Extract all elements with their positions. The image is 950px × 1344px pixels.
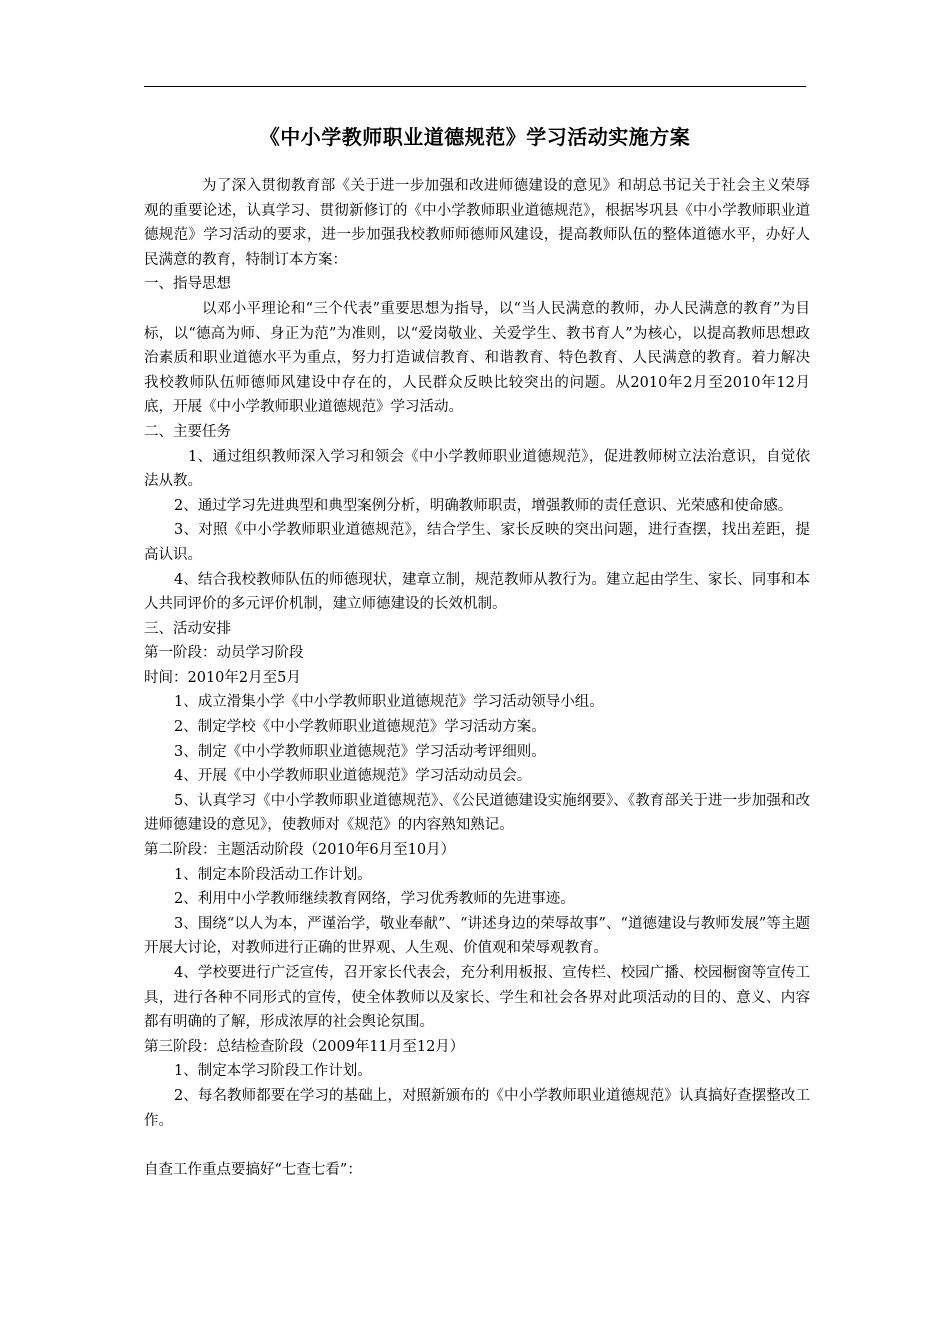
blank-line	[144, 1133, 810, 1158]
list-item: 3、对照《中小学教师职业道德规范》，结合学生、家长反映的突出问题，进行查摆，找出差距，提高认识。	[144, 522, 810, 563]
list-item: 2、每名教师都要在学习的基础上，对照新颁布的《中小学教师职业道德规范》认真搞好查摆整改工作。	[144, 1087, 810, 1129]
phase-time: 时间：2010年2月至5月	[144, 669, 301, 686]
list-item: 2、通过学习先进典型和典型案例分析，明确教师职责，增强教师的责任意识、光荣感和使命感。	[174, 497, 793, 514]
list-item: 1、通过组织教师深入学习和领会《中小学教师职业道德规范》，促进教师树立法治意识，自觉依法从教。	[144, 448, 810, 490]
list-item: 2、利用中小学教师继续教育网络，学习优秀教师的先进事迹。	[174, 891, 575, 908]
list-item: 3、制定《中小学教师职业道德规范》学习活动考评细则。	[174, 743, 546, 760]
phase-heading: 第二阶段：主题活动阶段（2010年6月至10月）	[144, 842, 456, 859]
intro-paragraph: 为了深入贯彻教育部《关于进一步加强和改进师德建设的意见》和胡总书记关于社会主义荣辱观的重要论述，认真学习、贯彻新修订的《中小学教师职业道德规范》，根据岑巩县《中小学教师职业道德规范》学习活动的要求，进一步加强我校教师师德师风建设，提高教师队伍的整体道德水平，办好人民满意的教育，特制订本方案：	[144, 178, 810, 268]
section-heading: 三、活动安排	[144, 620, 231, 637]
list-item: 4、学校要进行广泛宣传，召开家长代表会，充分利用板报、宣传栏、校园广播、校园橱窗等宣传工具，进行各种不同形式的宣传，使全体教师以及家长、学生和社会各界对此项活动的目的、意义、内容都有明确的了解，形成浓厚的社会舆论氛围。	[144, 965, 810, 1031]
closing-line: 自查工作重点要搞好“七查七看”：	[144, 1161, 362, 1178]
list-item: 5、认真学习《中小学教师职业道德规范》、《公民道德建设实施纲要》、《教育部关于进一步加强和改进师德建设的意见》，使教师对《规范》的内容熟知熟记。	[144, 792, 810, 834]
header-rule	[144, 86, 806, 87]
list-item: 2、制定学校《中小学教师职业道德规范》学习活动方案。	[174, 719, 546, 736]
phase-heading: 第一阶段：动员学习阶段	[144, 645, 304, 662]
list-item: 3、围绕“以人为本，严谨治学，敬业奉献”、“讲述身边的荣辱故事”、“道德建设与教师发展”等主题开展大讨论，对教师进行正确的世界观、人生观、价值观和荣辱观教育。	[144, 915, 810, 957]
section-heading: 一、指导思想	[144, 276, 231, 293]
document-body	[144, 174, 810, 1182]
list-item: 1、成立滑集小学《中小学教师职业道德规范》学习活动领导小组。	[174, 694, 604, 711]
phase-heading: 第三阶段：总结检查阶段（2009年11月至12月）	[144, 1038, 465, 1055]
list-item: 4、结合我校教师队伍的师德现状，建章立制，规范教师从教行为。建立起由学生、家长、同事和本人共同评价的多元评价机制，建立师德建设的长效机制。	[144, 571, 810, 613]
list-item: 4、开展《中小学教师职业道德规范》学习活动动员会。	[174, 768, 532, 785]
list-item: 1、制定本阶段活动工作计划。	[174, 866, 372, 883]
document-title: 《中小学教师职业道德规范》学习活动实施方案	[259, 125, 691, 149]
section-heading: 二、主要任务	[144, 423, 231, 440]
list-item: 1、制定本学习阶段工作计划。	[174, 1063, 372, 1080]
body-paragraph: 以邓小平理论和“三个代表”重要思想为指导，以“当人民满意的教师，办人民满意的教育”为目标，以“德高为师、身正为范”为准则，以“爱岗敬业、关爱学生、教书育人”为核心，以提高教师思想政治素质和职业道德水平为重点，努力打造诚信教育、和谐教育、特色教育、人民满意的教育。着力解决我校教师队伍师德师风建设中存在的，人民群众反映比较突出的问题。从2010年2月至2010年12月底，开展《中小学教师职业道德规范》学习活动。	[144, 300, 810, 416]
